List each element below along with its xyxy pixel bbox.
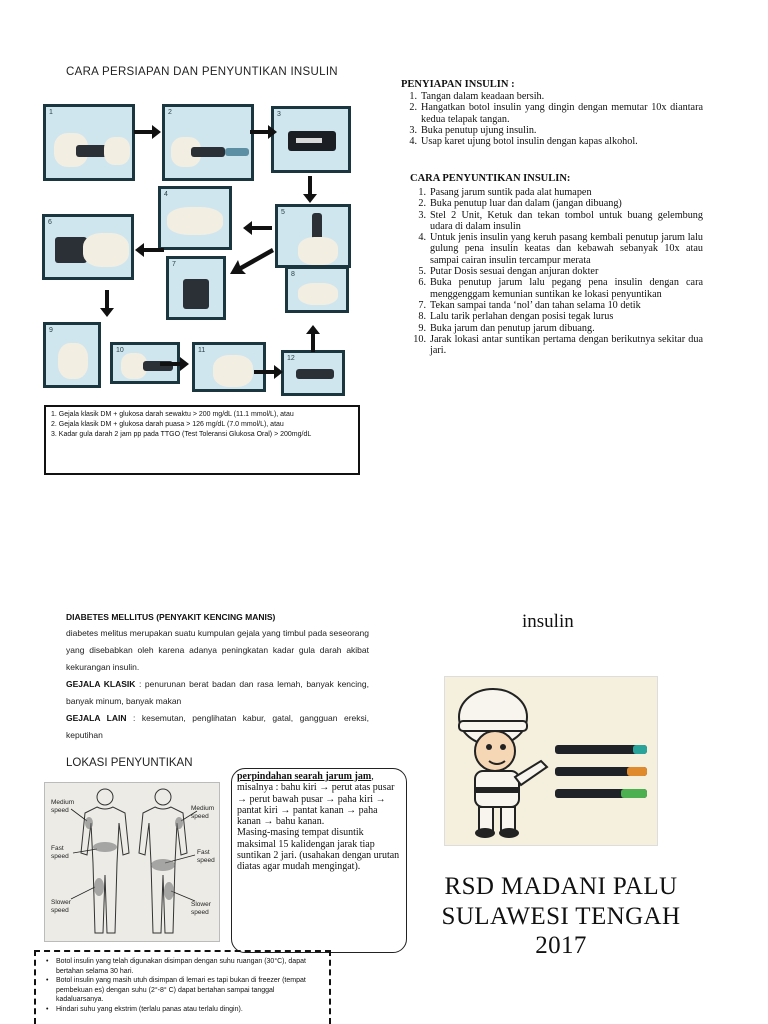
diagnosis-criteria-box [44, 405, 360, 475]
site-label: Fast speed [51, 845, 69, 860]
step-photo-5: 5 [275, 204, 351, 268]
list-item: 5. Putar Dosis sesuai dengan anjuran dokter [418, 266, 599, 278]
penyuntikan-section [410, 173, 703, 356]
cover-insulin-title: insulin [522, 611, 574, 632]
step-photo-11: 11 [192, 342, 266, 392]
arrow-right-icon [250, 124, 278, 140]
site-label: Slower speed [191, 901, 211, 916]
arrow-left-icon [134, 242, 164, 258]
list-item: 1. Tangan dalam keadaan bersih. [409, 91, 545, 102]
site-label: Fast speed [197, 849, 215, 864]
dm-heading: DIABETES MELLITUS (PENYAKIT KENCING MANIS) [66, 612, 276, 622]
step-photo-1: 1 [43, 104, 135, 181]
step-photo-9: 9 [43, 322, 101, 388]
list-item: 10. Jarak lokasi antar suntikan pertama dengan berikutnya sekitar dua jari. [413, 333, 703, 357]
penyuntikan-list [410, 187, 703, 356]
storage-notes-box [34, 950, 331, 1024]
step-photo-6: 6 [42, 214, 134, 280]
list-item: 9. Buka jarum dan penutup jarum dibuang. [418, 322, 595, 334]
organization-block [420, 872, 702, 961]
gejala-klasik: GEJALA KLASIK : penurunan berat badan dan rasa lemah, banyak kencing, banyak minum, banyak makan [66, 679, 369, 706]
penyiapan-section [401, 79, 703, 147]
list-item: 3. Buka penutup ujung insulin. [409, 124, 537, 136]
list-item: • Hindari suhu yang ekstrim (terlalu panas atau terlalu dingin). [46, 1005, 321, 1015]
list-item: 2. Hangatkan botol insulin yang dingin dengan memutar 10x diantara kedua telapak tangan. [409, 102, 703, 125]
arrow-right-icon [160, 356, 190, 372]
step-photo-3: 3 [271, 106, 351, 173]
arrow-down-icon [302, 176, 318, 204]
site-label: Medium speed [51, 799, 75, 814]
dm-intro: diabetes melitus merupakan suatu kumpulan gejala yang timbul pada seseorang yang disebabkan oleh karena adanya peningkatan kadar gula darah akibat kekurangan insulin. [66, 628, 369, 672]
step-photo-8: 8 [285, 266, 349, 313]
site-label: Slower speed [51, 899, 71, 914]
penyiapan-list [401, 91, 703, 147]
list-item: • Botol insulin yang masih utuh disimpan di lemari es tapi bukan di freezer (tempat pembekuan es) dengan suhu (2°-8° C) dapat bertahan sampai tanggal kadaluarsanya. [46, 976, 321, 1005]
arrow-right-icon [134, 124, 162, 140]
org-name: RSD MADANI PALU [444, 873, 678, 900]
step-photo-2: 2 [162, 104, 254, 181]
arrow-down-icon [99, 290, 115, 318]
list-item: 3. Stel 2 Unit, Ketuk dan tekan tombol untuk buang gelembung udara di dalam insulin [418, 209, 703, 232]
step-photo-4: 4 [158, 186, 232, 250]
gejala-lain: GEJALA LAIN : kesemutan, penglihatan kabur, gatal, gangguan ereksi, keputihan [66, 713, 370, 740]
penyiapan-heading: PENYIAPAN INSULIN : [401, 79, 515, 90]
dm-description [66, 625, 369, 744]
step-photo-10: 10 [110, 342, 180, 384]
list-item: 4. Untuk jenis insulin yang keruh pasang kembali penutup jarum lalu gulung pena insulin keatas dan kebawah sebanyak 10x atau sampai cairan insulin tercampur merata [418, 232, 703, 266]
rotation-note-box [231, 768, 407, 953]
injection-sites-figure [44, 782, 220, 942]
org-region: SULAWESI TENGAH [441, 902, 681, 930]
rotation-text-2: Masing-masing tempat disuntik maksimal 15 kalidengan jarak tiap suntikan 2 jari. (usahakan dengan urutan diatas agar mudah mengingat). [237, 827, 400, 873]
list-item: 8. Lalu tarik perlahan dengan posisi tegak lurus [418, 311, 614, 323]
criteria-line: 1. Gejala klasik DM + glukosa darah sewaktu > 200 mg/dL (11.1 mmol/L), atau [51, 411, 294, 418]
arrow-up-icon [305, 324, 321, 352]
list-item: • Botol insulin yang telah digunakan disimpan dengan suhu ruangan (30°C), dapat bertahan selama 30 hari. [46, 957, 321, 976]
arrow-right-icon [254, 364, 284, 380]
list-item: 2. Buka penutup luar dan dalam (jangan dibuang) [418, 198, 622, 210]
figure-title: CARA PERSIAPAN DAN PENYUNTIKAN INSULIN [66, 66, 338, 78]
lokasi-title: LOKASI PENYUNTIKAN [66, 757, 193, 769]
arrow-left-icon [242, 220, 272, 236]
list-item: 1. Pasang jarum suntik pada alat humapen [418, 187, 592, 198]
criteria-line: 2. Gejala klasik DM + glukosa darah puasa > 126 mg/dL (7.0 mmol/L), atau [51, 421, 284, 428]
site-label: Medium speed [191, 805, 215, 820]
arrow-down-left-icon [228, 246, 274, 276]
rotation-text: perpindahan searah jarum jam, misalnya : bahu kiri → perut atas pusar → perut bawah pusar → paha kiri → pantat kiri → pantat kanan → paha kanan → bahu kanan. [237, 771, 395, 828]
criteria-line: 3. Kadar gula darah 2 jam pp pada TTGO (Test Toleransi Glukosa Oral) > 200mg/dL [51, 431, 312, 438]
list-item: 7. Tekan sampai tanda ‘nol’ dan tahan selama 10 detik [418, 299, 641, 311]
mascot-illustration-icon [445, 677, 658, 846]
year: 2017 [535, 932, 587, 959]
list-item: 6. Buka penutup jarum lalu pegang pena insulin dengan cara menggenggam kemunian suntikan ke lokasi penyuntikan [418, 277, 703, 300]
step-photo-7: 7 [166, 256, 226, 320]
list-item: 4. Usap karet ujung botol insulin dengan kapas alkohol. [409, 136, 638, 148]
penyuntikan-heading: CARA PENYUNTIKAN INSULIN: [410, 173, 571, 184]
step-photo-12: 12 [281, 350, 345, 396]
cover-illustration [444, 676, 658, 846]
